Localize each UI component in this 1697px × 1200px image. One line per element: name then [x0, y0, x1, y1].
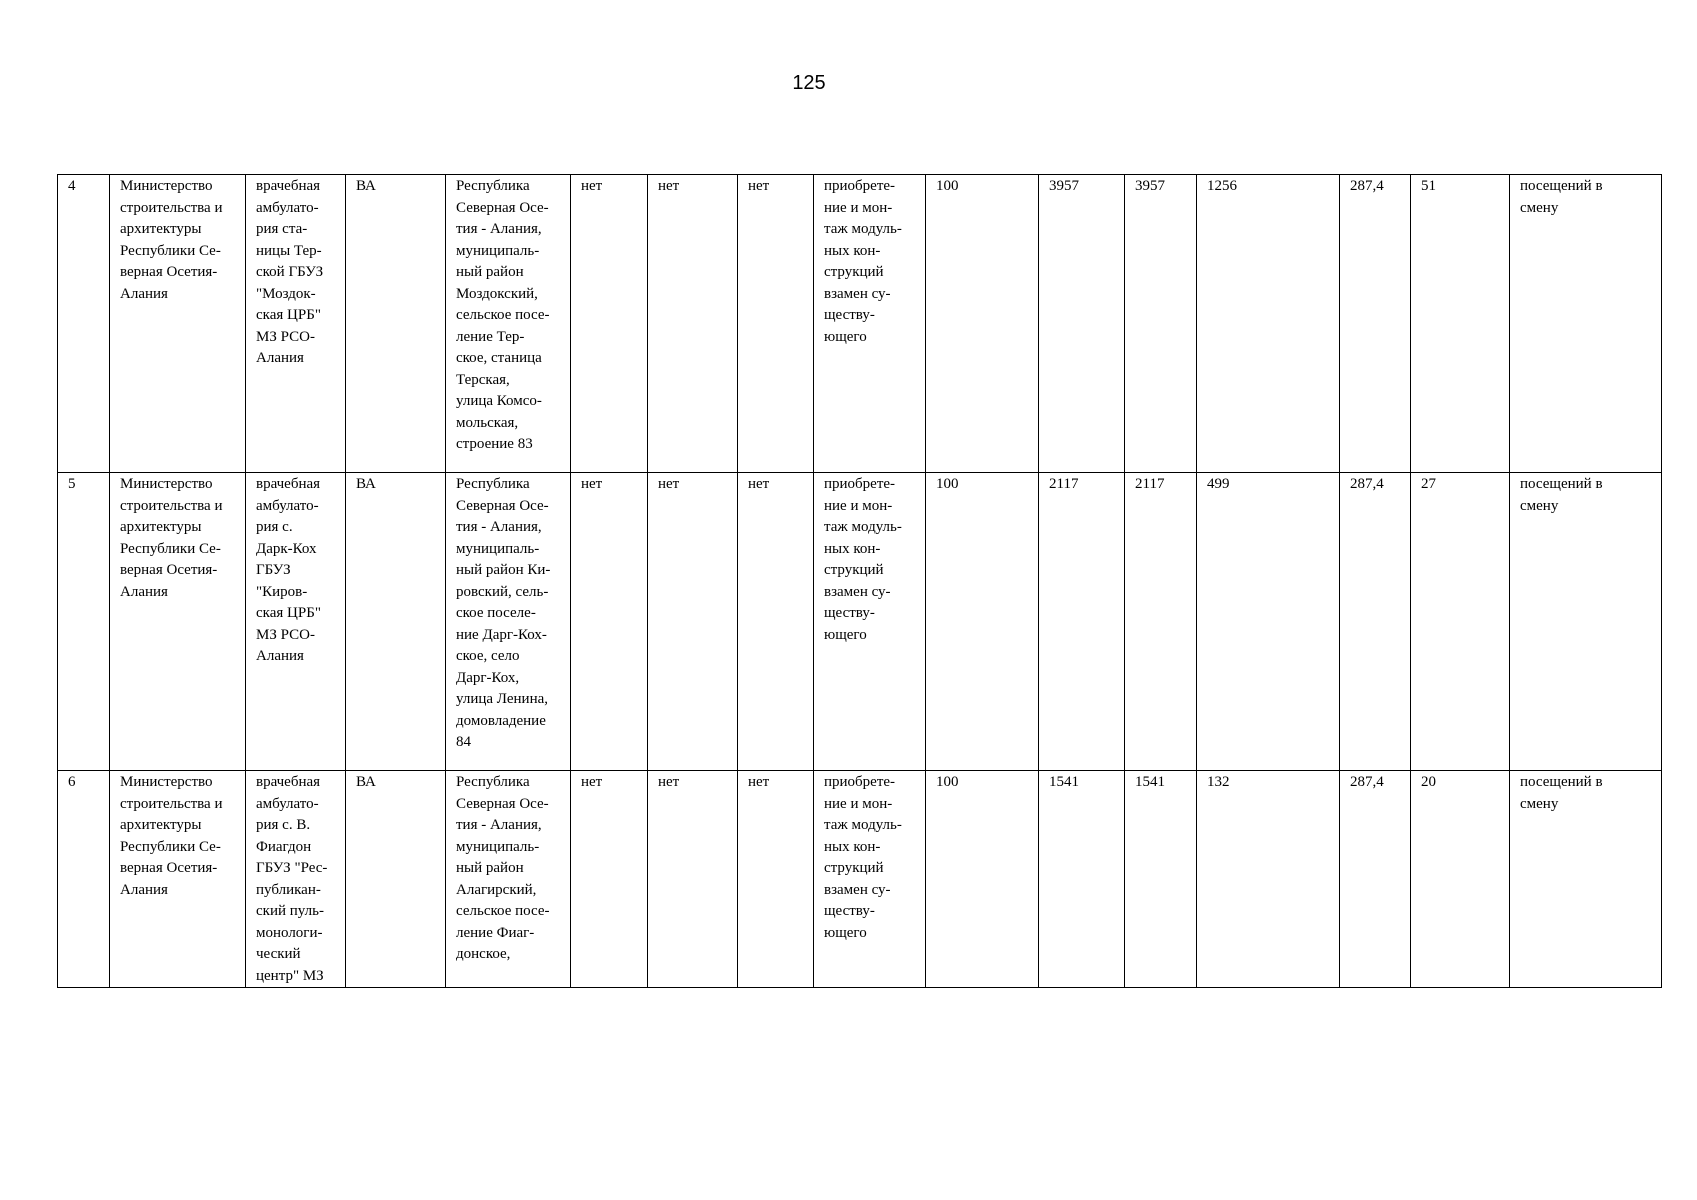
unit-cell: посещений в смену — [1510, 473, 1662, 771]
flag-cell-1: нет — [571, 175, 648, 473]
address-cell: Республика Северная Осе- тия - Алания, муниципаль- ный район Моздокский, сельское посе- ление Тер- ское, станица Терская, улица Комсо- мольская, строение 83 — [446, 175, 571, 473]
value-cell-3: 2117 — [1125, 473, 1197, 771]
value-cell-2: 3957 — [1039, 175, 1125, 473]
object-cell: врачебная амбулато- рия с. Дарк-Кох ГБУЗ "Киров- ская ЦРБ" МЗ РСО- Алания — [246, 473, 346, 771]
flag-cell-3: нет — [738, 175, 814, 473]
value-cell-1: 100 — [926, 175, 1039, 473]
value-cell-6: 20 — [1411, 771, 1510, 988]
type-cell: ВА — [346, 175, 446, 473]
flag-cell-3: нет — [738, 771, 814, 988]
address-cell: Республика Северная Осе- тия - Алания, муниципаль- ный район Алагирский, сельское посе- ление Фиаг- донское, — [446, 771, 571, 988]
action-cell: приобрете- ние и мон- таж модуль- ных кон- струкций взамен су- ществу- ющего — [814, 473, 926, 771]
table-row — [58, 771, 1662, 988]
object-cell: врачебная амбулато- рия ста- ницы Тер- ской ГБУЗ "Моздок- ская ЦРБ" МЗ РСО- Алания — [246, 175, 346, 473]
value-cell-5: 287,4 — [1340, 771, 1411, 988]
value-cell-1: 100 — [926, 771, 1039, 988]
value-cell-5: 287,4 — [1340, 473, 1411, 771]
flag-cell-2: нет — [648, 175, 738, 473]
flag-cell-1: нет — [571, 473, 648, 771]
flag-cell-2: нет — [648, 473, 738, 771]
value-cell-5: 287,4 — [1340, 175, 1411, 473]
value-cell-3: 3957 — [1125, 175, 1197, 473]
unit-cell: посещений в смену — [1510, 771, 1662, 988]
value-cell-2: 1541 — [1039, 771, 1125, 988]
action-cell: приобрете- ние и мон- таж модуль- ных кон- струкций взамен су- ществу- ющего — [814, 175, 926, 473]
page-number: 125 — [792, 72, 826, 94]
value-cell-6: 51 — [1411, 175, 1510, 473]
value-cell-3: 1541 — [1125, 771, 1197, 988]
row-number-cell: 6 — [58, 771, 110, 988]
table-row — [58, 473, 1662, 771]
value-cell-4: 132 — [1197, 771, 1340, 988]
address-cell: Республика Северная Осе- тия - Алания, муниципаль- ный район Ки- ровский, сель- ское поселе- ние Дарг-Кох- ское, село Дарг-Кох, улица Ленина, домовладение 84 — [446, 473, 571, 771]
unit-cell: посещений в смену — [1510, 175, 1662, 473]
table-row — [58, 175, 1662, 473]
flag-cell-3: нет — [738, 473, 814, 771]
row-number-cell: 4 — [58, 175, 110, 473]
flag-cell-1: нет — [571, 771, 648, 988]
customer-cell: Министерство строительства и архитектуры Республики Се- верная Осетия- Алания — [110, 175, 246, 473]
type-cell: ВА — [346, 771, 446, 988]
type-cell: ВА — [346, 473, 446, 771]
value-cell-2: 2117 — [1039, 473, 1125, 771]
facilities-table — [57, 174, 1662, 988]
flag-cell-2: нет — [648, 771, 738, 988]
customer-cell: Министерство строительства и архитектуры Республики Се- верная Осетия- Алания — [110, 473, 246, 771]
action-cell: приобрете- ние и мон- таж модуль- ных кон- струкций взамен су- ществу- ющего — [814, 771, 926, 988]
customer-cell: Министерство строительства и архитектуры Республики Се- верная Осетия- Алания — [110, 771, 246, 988]
row-number-cell: 5 — [58, 473, 110, 771]
object-cell: врачебная амбулато- рия с. В. Фиагдон ГБУЗ "Рес- публикан- ский пуль- монологи- ческий центр" МЗ — [246, 771, 346, 988]
value-cell-1: 100 — [926, 473, 1039, 771]
value-cell-4: 1256 — [1197, 175, 1340, 473]
value-cell-4: 499 — [1197, 473, 1340, 771]
value-cell-6: 27 — [1411, 473, 1510, 771]
